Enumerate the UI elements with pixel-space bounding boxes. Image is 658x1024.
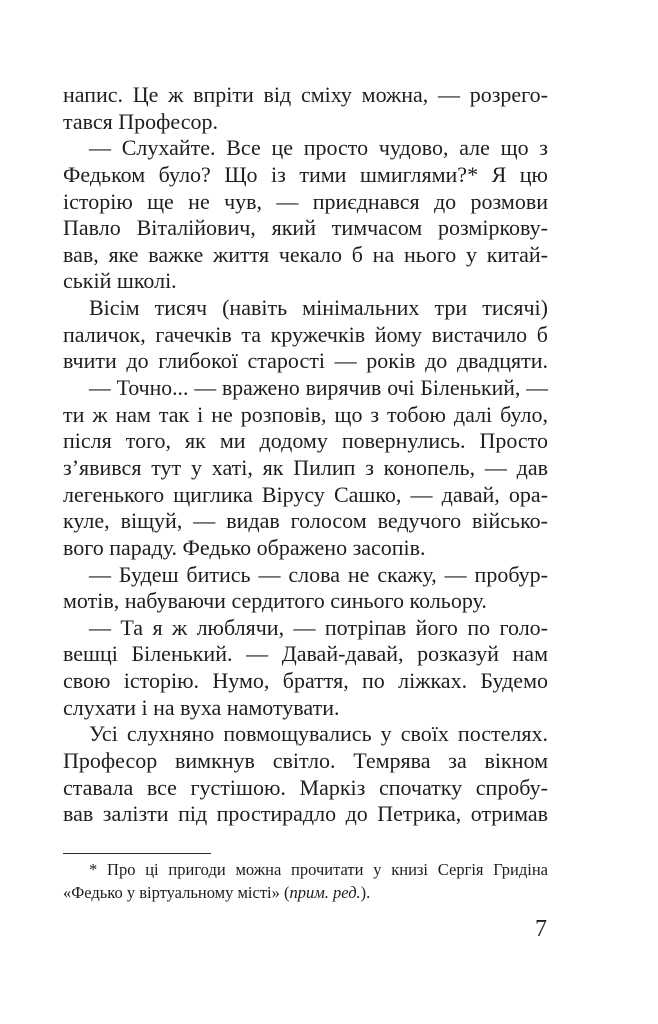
text-line: Федьком було? Що із тими шмиглями?* Я цю: [63, 161, 548, 187]
text-line: ставала все густішою. Маркіз спочатку спробу-: [63, 774, 548, 800]
text-line: — Слухайте. Все це просто чудово, але що з: [89, 135, 548, 161]
text-line: паличок, гачечків та кружечків йому вистачило б: [63, 321, 548, 347]
text-line: вав, яке важке життя чекало б на нього у китай-: [63, 241, 548, 267]
footnote-book-title: «Федько у віртуальному місті» (: [63, 883, 290, 902]
footnote-editor-note: прим. ред.: [289, 883, 361, 902]
footnote-separator: [63, 853, 211, 854]
text-line: Вісім тисяч (навіть мінімальних три тисячі): [89, 295, 548, 321]
footnote-line: [63, 881, 548, 904]
text-line: Професор вимкнув світло. Темрява за вікном: [63, 748, 548, 774]
text-line: після того, як ми додому повернулись. Просто: [63, 428, 548, 454]
footnote: [63, 858, 548, 904]
text-line: — Точно... — вражено вирячив очі Біленький, —: [89, 376, 548, 401]
page-number: 7: [535, 916, 547, 942]
text-line: слухати і на вуха намотувати.: [63, 694, 340, 720]
text-line: — Та я ж люблячи, — потріпав його по голо-: [89, 614, 548, 640]
text-line: Павло Віталійович, який тимчасом розміркову-: [63, 215, 548, 241]
text-line: свою історію. Нумо, браття, по ліжках. Будемо: [63, 668, 548, 694]
footnote-closing: ).: [360, 883, 371, 902]
text-line: ській школі.: [63, 268, 177, 294]
text-line: куле, віщуй, — видав голосом ведучого військо-: [63, 508, 548, 534]
text-line: ти ж нам так і не розповів, що з тобою далі було,: [63, 401, 548, 427]
text-line: вав залізти під простирадло до Петрика, отримав: [63, 801, 548, 827]
text-line: Усі слухняно повмощувались у своїх постелях.: [89, 721, 548, 747]
text-line: вчити до глибокої старості — років до двадцяти.: [63, 348, 548, 374]
text-line: легенького щиглика Вірусу Сашко, — давай, ора-: [63, 481, 548, 507]
text-line: історію ще не чув, — приєднався до розмови: [63, 188, 548, 214]
text-line: тався Професор.: [63, 108, 219, 134]
text-line: вешці Біленький. — Давай-давай, розказуй нам: [63, 641, 548, 667]
text-line: вого параду. Федько ображено засопів.: [63, 534, 426, 560]
text-line: з’явився тут у хаті, як Пилип з конопель, — дав: [63, 454, 548, 480]
body-text: [63, 82, 548, 828]
text-line: — Будеш битись — слова не скажу, — пробур-: [89, 561, 548, 587]
text-line: мотів, набуваючи сердитого синього кольору.: [63, 588, 487, 614]
text-line: напис. Це ж впріти від сміху можна, — розрего-: [63, 82, 548, 107]
footnote-line: * Про ці пригоди можна прочитати у книзі Сергія Гридіна: [89, 860, 548, 879]
